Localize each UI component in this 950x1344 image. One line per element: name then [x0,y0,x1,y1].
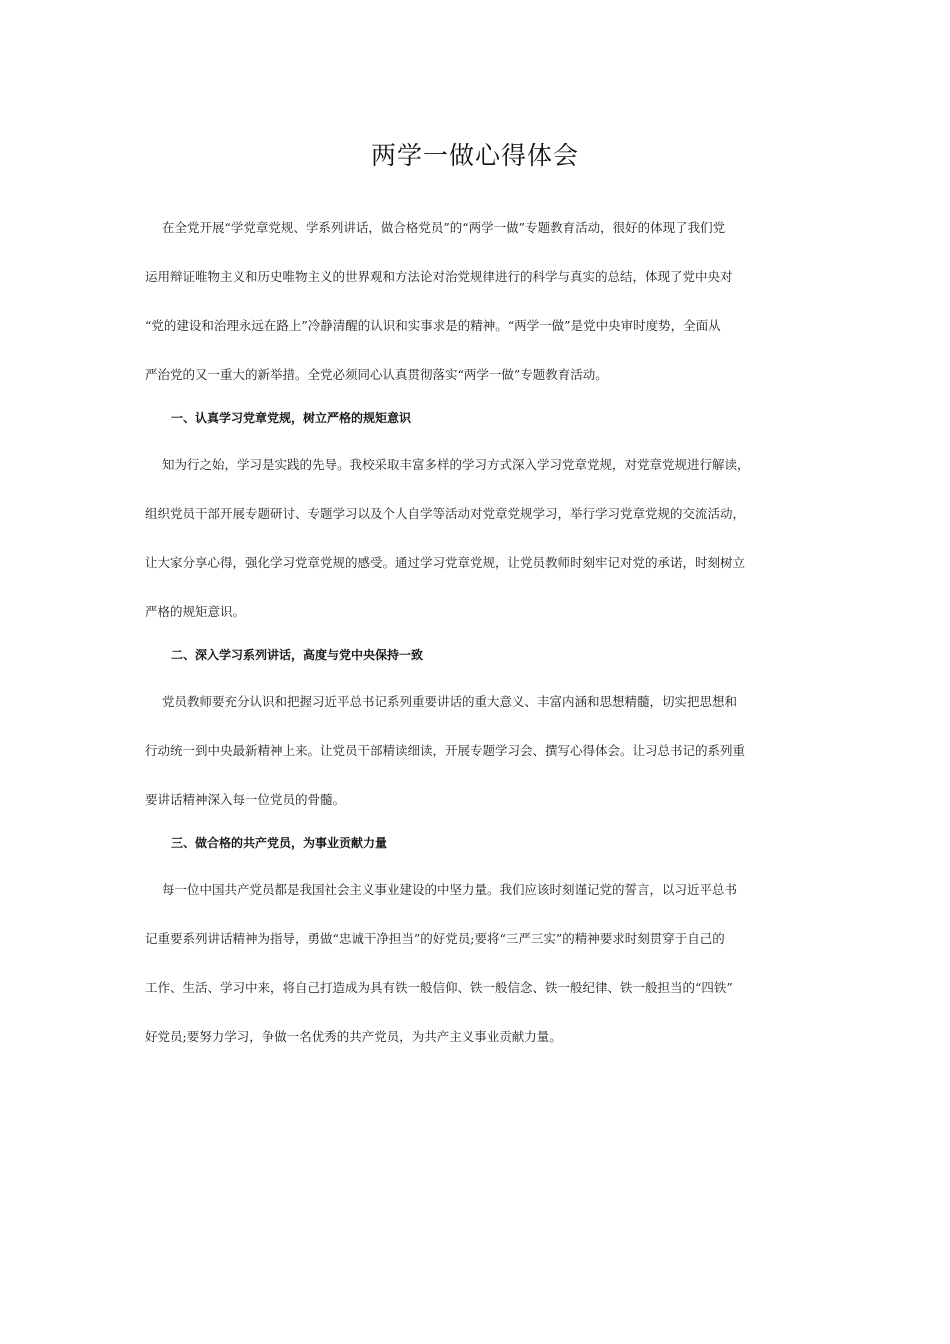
document-body [145,212,805,1070]
paragraph-line: 严格的规矩意识。 [145,604,246,619]
paragraph-line: 严治党的又一重大的新举措。全党必须同心认真贯彻落实“两学一做”专题教育活动。 [145,367,608,382]
paragraph-line: 让大家分享心得，强化学习党章党规的感受。通过学习党章党规，让党员教师时刻牢记对党的承诺，时刻树立 [145,555,746,570]
paragraph-line: 每一位中国共产党员都是我国社会主义事业建设的中坚力量。我们应该时刻谨记党的誓言，以习近平总书 [162,882,738,897]
section-heading: 一、认真学习党章党规，树立严格的规矩意识 [171,411,412,425]
paragraph-line: 要讲话精神深入每一位党员的骨髓。 [145,792,346,807]
section-heading: 三、做合格的共产党员，为事业贡献力量 [171,836,388,850]
paragraph-line: 运用辩证唯物主义和历史唯物主义的世界观和方法论对治党规律进行的科学与真实的总结，体现了党中央对 [145,269,733,284]
paragraph-line: 知为行之始，学习是实践的先导。我校采取丰富多样的学习方式深入学习党章党规，对党章党规进行解读， [162,457,750,472]
paragraph-line: 好党员;要努力学习，争做一名优秀的共产党员，为共产主义事业贡献力量。 [145,1029,562,1044]
paragraph-line: 在全党开展“学党章党规、学系列讲话，做合格党员”的“两学一做”专题教育活动，很好的体现了我们党 [162,220,726,235]
paragraph-line: 组织党员干部开展专题研讨、专题学习以及个人自学等活动对党章党规学习，举行学习党章党规的交流活动， [145,506,746,521]
paragraph-line: 记重要系列讲话精神为指导，勇做“忠诚干净担当”的好党员;要将“三严三实”的精神要求时刻贯穿于自己的 [145,931,725,946]
document-title: 两学一做心得体会 [370,141,579,170]
paragraph-line: 党员教师要充分认识和把握习近平总书记系列重要讲话的重大意义、丰富内涵和思想精髓，切实把思想和 [162,694,738,709]
paragraph-line: 工作、生活、学习中来，将自己打造成为具有铁一般信仰、铁一般信念、铁一般纪律、铁一般担当的“四铁” [145,980,733,995]
paragraph-line: “党的建设和治理永远在路上”冷静清醒的认识和实事求是的精神。“两学一做”是党中央审时度势，全面从 [145,318,721,333]
section-heading: 二、深入学习系列讲话，高度与党中央保持一致 [171,648,424,662]
paragraph-line: 行动统一到中央最新精神上来。让党员干部精读细读，开展专题学习会、撰写心得体会。让习总书记的系列重 [145,743,746,758]
